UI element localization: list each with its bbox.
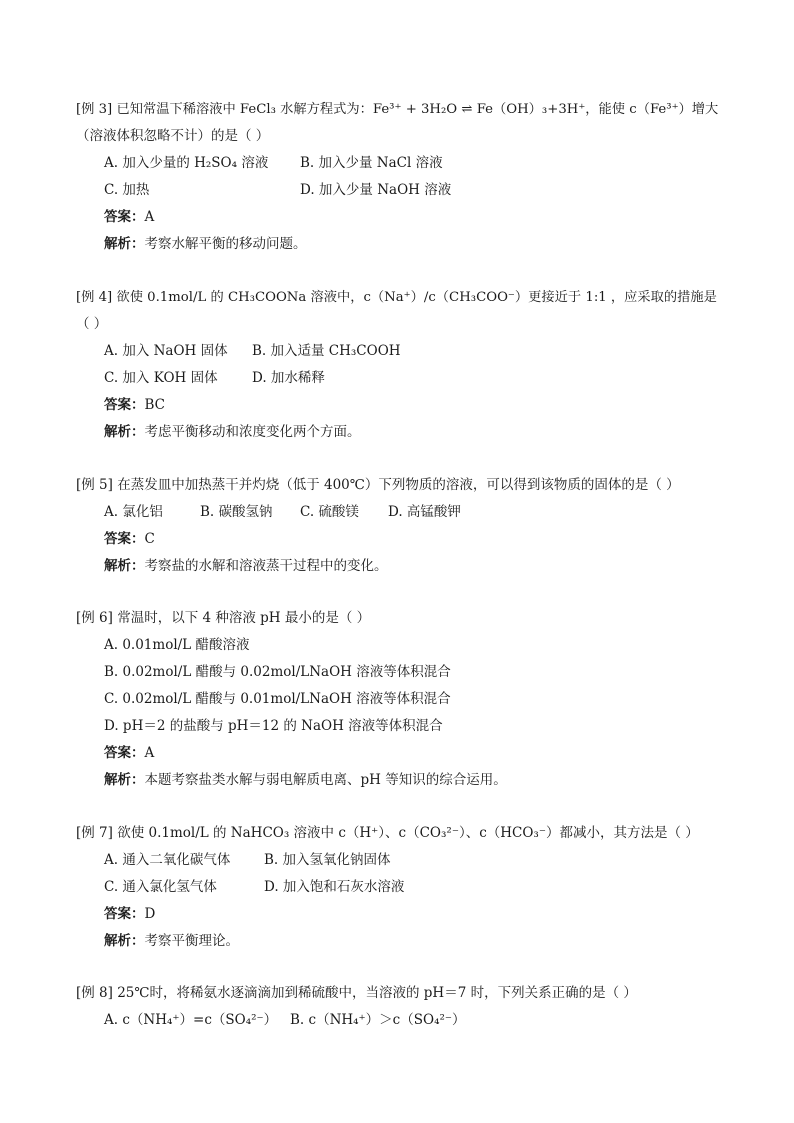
analysis-text: 考察平衡理论。 [144, 933, 239, 949]
answer-label: 答案： [104, 531, 145, 547]
example-5 [76, 472, 724, 580]
option-b: B. 加入氢氧化钠固体 [264, 852, 391, 868]
analysis-line [76, 231, 724, 258]
answer-label: 答案： [104, 906, 145, 922]
answer-label: 答案： [104, 397, 145, 413]
analysis-text: 考虑平衡移动和浓度变化两个方面。 [144, 424, 361, 440]
question-stem-cont: （ ） [76, 316, 108, 332]
option-d: D. 加入少量 NaOH 溶液 [300, 182, 452, 198]
answer-value: A [144, 745, 155, 761]
question-stem: [例 5] 在蒸发皿中加热蒸干并灼烧（低于 400℃）下列物质的溶液，可以得到该物质的固体的是（ ） [76, 477, 680, 493]
option-a: A. 加入 NaOH 固体 [104, 343, 228, 359]
analysis-text: 考察盐的水解和溶液蒸干过程中的变化。 [144, 558, 388, 574]
analysis-line [76, 928, 724, 955]
option-d: D. 高锰酸钾 [388, 504, 461, 520]
analysis-line [76, 553, 724, 580]
analysis-line [76, 767, 724, 794]
option-c: C. 加入 KOH 固体 [104, 370, 218, 386]
answer-line [76, 740, 724, 767]
option-d: D. pH＝2 的盐酸与 pH＝12 的 NaOH 溶液等体积混合 [104, 718, 443, 734]
option-a: A. 0.01mol/L 醋酸溶液 [104, 637, 250, 653]
option-a: A. 加入少量的 H₂SO₄ 溶液 [104, 155, 269, 171]
analysis-label: 解析： [104, 933, 145, 949]
answer-label: 答案： [104, 209, 145, 225]
option-b: B. 0.02mol/L 醋酸与 0.02mol/LNaOH 溶液等体积混合 [104, 664, 451, 680]
question-stem: [例 6] 常温时，以下 4 种溶液 pH 最小的是（ ） [76, 610, 371, 626]
options-row [76, 874, 724, 901]
option-a: A. 氯化铝 [104, 504, 163, 520]
options-row [76, 150, 724, 177]
question-stem: [例 4] 欲使 0.1mol/L 的 CH₃COONa 溶液中，c（Na⁺）/c（CH₃COO⁻）更接近于 1:1 ，应采取的措施是 [76, 290, 717, 305]
example-4 [76, 284, 724, 446]
answer-value: A [144, 209, 155, 225]
options-row [76, 1007, 724, 1034]
option-d: D. 加入饱和石灰水溶液 [264, 879, 405, 895]
example-6 [76, 605, 724, 794]
option-b: B. 加入适量 CH₃COOH [252, 343, 401, 359]
options-row [76, 847, 724, 874]
answer-line [76, 901, 724, 928]
option-b: B. 加入少量 NaCl 溶液 [300, 155, 443, 171]
analysis-label: 解析： [104, 424, 145, 440]
option-c: C. 硫酸镁 [300, 504, 359, 520]
analysis-text: 考察水解平衡的移动问题。 [144, 236, 307, 252]
option-b: B. c（NH₄⁺）＞c（SO₄²⁻） [290, 1012, 466, 1028]
options-row [76, 338, 724, 365]
example-3 [76, 96, 724, 258]
question-stem: [例 8] 25℃时，将稀氨水逐滴滴加到稀硫酸中，当溶液的 pH＝7 时，下列关系正确的是（ ） [76, 985, 637, 1001]
example-7 [76, 820, 724, 955]
answer-label: 答案： [104, 745, 145, 761]
analysis-label: 解析： [104, 558, 145, 574]
option-d: D. 加水稀释 [252, 370, 325, 386]
option-b: B. 碳酸氢钠 [200, 504, 273, 520]
analysis-line [76, 419, 724, 446]
option-c: C. 通入氯化氢气体 [104, 879, 217, 895]
option-a: A. 通入二氧化碳气体 [104, 852, 231, 868]
analysis-label: 解析： [104, 236, 145, 252]
answer-line [76, 392, 724, 419]
option-c: C. 0.02mol/L 醋酸与 0.01mol/LNaOH 溶液等体积混合 [104, 691, 451, 707]
analysis-label: 解析： [104, 772, 145, 788]
question-stem: [例 3] 已知常温下稀溶液中 FeCl₃ 水解方程式为：Fe³⁺ + 3H₂O ⇌ Fe（OH）₃+3H⁺，能使 c（Fe³⁺）增大 [76, 102, 719, 117]
question-stem: [例 7] 欲使 0.1mol/L 的 NaHCO₃ 溶液中 c（H⁺）、c（CO₃²⁻）、c（HCO₃⁻）都减小，其方法是（ ） [76, 825, 699, 841]
options-row [76, 365, 724, 392]
answer-value: BC [144, 397, 166, 413]
answer-line [76, 526, 724, 553]
option-c: C. 加热 [104, 182, 150, 198]
option-a: A. c（NH₄⁺）=c（SO₄²⁻） [104, 1012, 278, 1028]
answer-value: C [144, 531, 155, 547]
answer-line [76, 204, 724, 231]
options-row [76, 499, 724, 526]
answer-value: D [144, 906, 156, 922]
analysis-text: 本题考察盐类水解与弱电解质电离、pH 等知识的综合运用。 [144, 772, 507, 788]
example-8 [76, 980, 724, 1034]
options-row [76, 177, 724, 204]
question-stem-cont: （溶液体积忽略不计）的是（ ） [76, 128, 270, 144]
